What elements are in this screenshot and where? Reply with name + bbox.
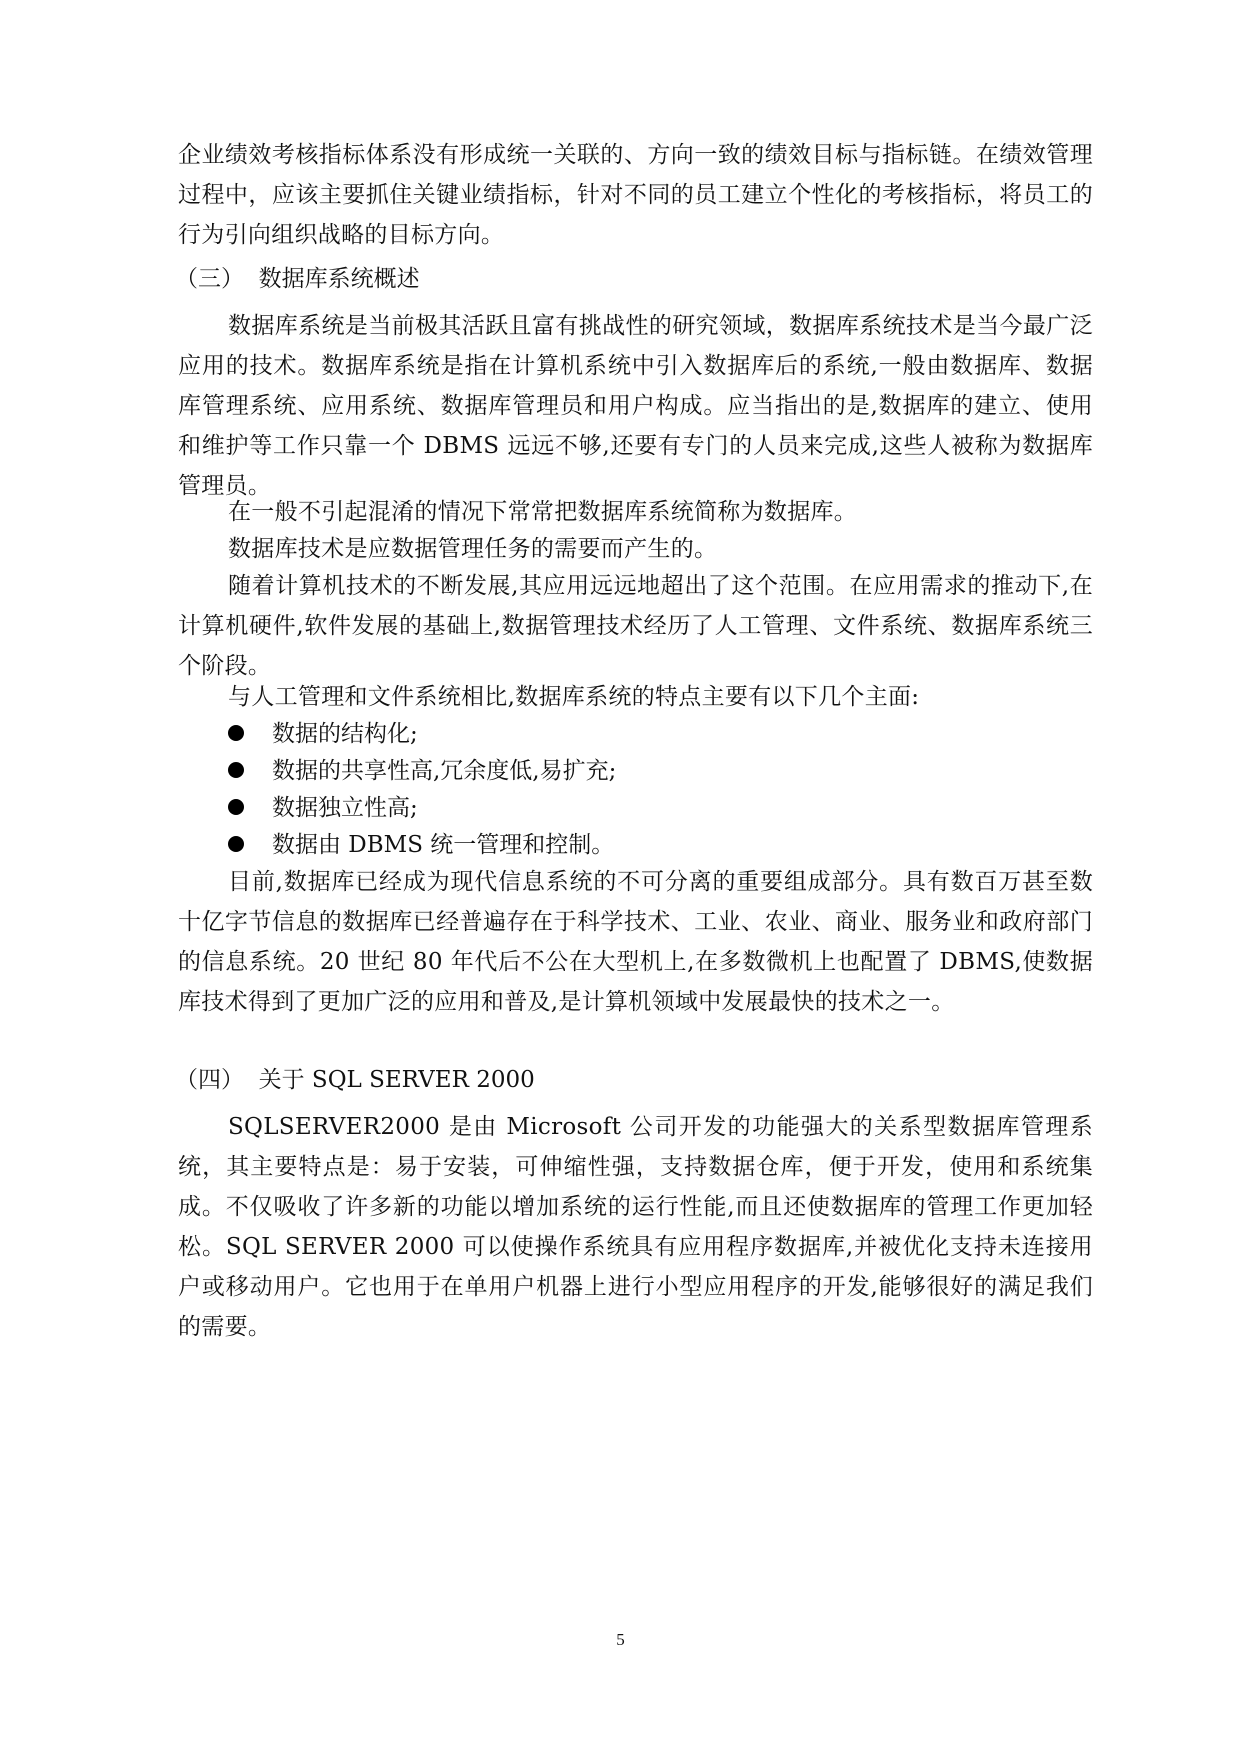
db-features-intro-paragraph: 与人工管理和文件系统相比,数据库系统的特点主要有以下几个主面: — [228, 684, 920, 710]
bullet-dot-icon — [228, 725, 244, 741]
feature-bullet-text: 数据的结构化; — [272, 721, 418, 747]
db-importance-paragraph: 目前,数据库已经成为现代信息系统的不可分离的重要组成部分。具有数百万甚至数十亿字节信息的数据库已经普遍存在于科学技术、工业、农业、商业、服务业和政府部门的信息系统。20 世纪 80 年代后不公在大型机上,在多数微机上也配置了 DBMS,使数据库技术得到了更加广泛的应用和普及,是计算机领域中发展最快的技术之一。 — [178, 869, 1093, 1015]
feature-bullet-text: 数据的共享性高,冗余度低,易扩充; — [272, 758, 617, 784]
feature-bullet-item — [228, 825, 614, 865]
db-tech-paragraph: 数据库技术是应数据管理任务的需要而产生的。 — [228, 536, 718, 562]
feature-bullet-item — [228, 751, 616, 791]
db-abbrev-paragraph: 在一般不引起混淆的情况下常常把数据库系统简称为数据库。 — [228, 499, 858, 525]
sql-server-paragraph: SQLSERVER2000 是由 Microsoft 公司开发的功能强大的关系型数据库管理系统，其主要特点是：易于安装，可伸缩性强，支持数据仓库，便于开发，使用和系统集成。不仅吸收了许多新的功能以增加系统的运行性能,而且还使数据库的管理工作更加轻松。SQL SERVER 2000 可以使操作系统具有应用程序数据库,并被优化支持未连接用户或移动用户。它也用于在单用户机器上进行小型应用程序的开发,能够很好的满足我们的需要。 — [178, 1114, 1093, 1340]
db-history-paragraph: 随着计算机技术的不断发展,其应用远远地超出了这个范围。在应用需求的推动下,在计算机硬件,软件发展的基础上,数据管理技术经历了人工管理、文件系统、数据库系统三个阶段。 — [178, 573, 1093, 679]
feature-bullet-text: 数据独立性高; — [272, 795, 418, 821]
bullet-dot-icon — [228, 799, 244, 815]
feature-bullet-item — [228, 714, 418, 754]
feature-bullet-item — [228, 788, 418, 828]
bullet-dot-icon — [228, 762, 244, 778]
section-heading-3: （三） 数据库系统概述 — [175, 266, 420, 292]
feature-bullet-text: 数据由 DBMS 统一管理和控制。 — [272, 832, 615, 858]
intro-paragraph: 企业绩效考核指标体系没有形成统一关联的、方向一致的绩效目标与指标链。在绩效管理过程中，应该主要抓住关键业绩指标，针对不同的员工建立个性化的考核指标，将员工的行为引向组织战略的目标方向。 — [178, 142, 1093, 248]
bullet-dot-icon — [228, 836, 244, 852]
page-number: 5 — [616, 1630, 625, 1649]
db-overview-paragraph: 数据库系统是当前极其活跃且富有挑战性的研究领域，数据库系统技术是当今最广泛应用的技术。数据库系统是指在计算机系统中引入数据库后的系统,一般由数据库、数据库管理系统、应用系统、数据库管理员和用户构成。应当指出的是,数据库的建立、使用和维护等工作只靠一个 DBMS 远远不够,还要有专门的人员来完成,这些人被称为数据库管理员。 — [178, 313, 1093, 499]
section-heading-4: （四） 关于 SQL SERVER 2000 — [175, 1067, 535, 1093]
